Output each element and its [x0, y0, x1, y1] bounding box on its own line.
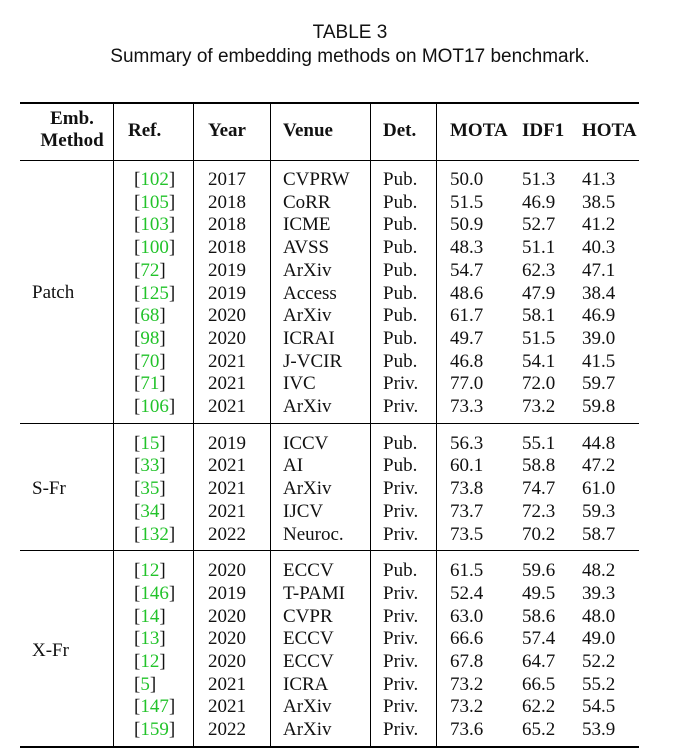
ref-cell: [134, 477, 166, 500]
ref-bracket-close: ]: [168, 214, 176, 236]
year-cell: 2020: [208, 628, 246, 650]
ref-bracket-open: [: [134, 327, 141, 349]
ref-cell: [134, 718, 175, 741]
venue-cell: ArXiv: [283, 478, 332, 500]
year-cell: 2020: [208, 605, 246, 627]
hota-cell: 39.3: [582, 582, 616, 604]
mota-cell: 54.7: [450, 259, 484, 281]
hota-cell: 59.3: [582, 500, 616, 522]
det-cell: Priv.: [383, 373, 419, 395]
det-cell: Priv.: [383, 628, 419, 650]
ref-bracket-close: ]: [168, 523, 176, 545]
mota-cell: 73.6: [450, 719, 484, 741]
venue-cell: Neuroc.: [283, 523, 344, 545]
ref-bracket-open: [: [134, 605, 141, 627]
ref-bracket-open: [: [134, 696, 141, 718]
ref-bracket-close: ]: [159, 500, 166, 522]
table-label: TABLE 3: [312, 22, 388, 43]
idf1-cell: 59.6: [522, 560, 556, 582]
ref-bracket-open: [: [134, 455, 141, 477]
ref-link[interactable]: 14: [140, 605, 160, 627]
ref-link[interactable]: 106: [140, 396, 169, 417]
ref-link[interactable]: 100: [140, 237, 169, 259]
mota-cell: 50.9: [450, 214, 484, 236]
mota-cell: 60.1: [450, 455, 484, 477]
det-cell: Priv.: [383, 605, 419, 627]
ref-bracket-open: [: [134, 214, 141, 236]
ref-bracket-close: ]: [149, 673, 157, 695]
venue-cell: AVSS: [283, 237, 330, 259]
ref-link[interactable]: 15: [140, 432, 160, 454]
header-emb-line2: Method: [40, 130, 104, 151]
ref-link[interactable]: 105: [140, 191, 169, 213]
ref-bracket-close: ]: [168, 282, 176, 304]
ref-cell: [134, 673, 156, 696]
venue-cell: ArXiv: [283, 719, 332, 741]
det-cell: Priv.: [383, 523, 419, 545]
ref-cell: [134, 213, 175, 236]
det-cell: Priv.: [383, 651, 419, 672]
year-cell: 2018: [208, 237, 246, 259]
idf1-cell: 51.3: [522, 169, 556, 190]
ref-cell: [134, 695, 175, 718]
year-cell: 2021: [208, 500, 246, 522]
venue-cell: J-VCIR: [283, 350, 343, 372]
ref-bracket-close: ]: [159, 605, 166, 627]
column-divider: [113, 104, 114, 746]
ref-link[interactable]: 5: [140, 673, 150, 695]
ref-bracket-open: [: [134, 673, 141, 695]
ref-link[interactable]: 125: [140, 282, 169, 304]
venue-cell: ArXiv: [283, 259, 332, 281]
group-label: X-Fr: [32, 639, 69, 661]
ref-cell: [134, 372, 166, 395]
year-cell: 2021: [208, 350, 246, 372]
year-cell: 2019: [208, 432, 246, 454]
venue-cell: IJCV: [283, 500, 324, 522]
group-label: S-Fr: [32, 477, 66, 499]
venue-cell: ICCV: [283, 432, 329, 454]
idf1-cell: 51.1: [522, 237, 556, 259]
ref-cell: [134, 627, 166, 650]
ref-bracket-open: [: [134, 582, 141, 604]
venue-cell: ArXiv: [283, 305, 332, 327]
ref-link[interactable]: 35: [140, 478, 160, 500]
mota-cell: 63.0: [450, 605, 484, 627]
ref-bracket-close: ]: [168, 719, 176, 741]
det-cell: Priv.: [383, 719, 419, 741]
year-cell: 2021: [208, 455, 246, 477]
ref-bracket-open: [: [134, 478, 141, 500]
idf1-cell: 58.6: [522, 605, 556, 627]
ref-bracket-close: ]: [159, 432, 166, 454]
idf1-cell: 47.9: [522, 282, 556, 304]
mota-cell: 50.0: [450, 169, 484, 190]
mota-cell: 67.8: [450, 651, 484, 672]
header-ref: Ref.: [128, 120, 162, 141]
idf1-cell: 74.7: [522, 478, 556, 500]
ref-bracket-close: ]: [159, 350, 166, 372]
ref-cell: [134, 236, 175, 259]
ref-cell: [134, 500, 166, 523]
hota-cell: 47.2: [582, 455, 616, 477]
det-cell: Pub.: [383, 169, 418, 190]
ref-link[interactable]: 103: [140, 214, 169, 236]
hota-cell: 49.0: [582, 628, 616, 650]
hota-cell: 61.0: [582, 478, 616, 500]
venue-cell: T-PAMI: [283, 582, 345, 604]
ref-cell: [134, 454, 166, 477]
det-cell: Priv.: [383, 582, 419, 604]
hota-cell: 41.2: [582, 214, 616, 236]
idf1-cell: 70.2: [522, 523, 556, 545]
header-venue: Venue: [283, 120, 333, 141]
ref-cell: [134, 432, 166, 455]
year-cell: 2019: [208, 259, 246, 281]
venue-cell: ICME: [283, 214, 331, 236]
ref-cell: [134, 605, 166, 628]
hota-cell: 52.2: [582, 651, 616, 672]
ref-bracket-open: [: [134, 432, 141, 454]
mota-cell: 48.6: [450, 282, 484, 304]
ref-cell: [134, 523, 175, 546]
ref-bracket-open: [: [134, 396, 141, 417]
idf1-cell: 55.1: [522, 432, 556, 454]
mota-cell: 51.5: [450, 191, 484, 213]
hota-cell: 59.8: [582, 396, 616, 417]
ref-link[interactable]: 13: [140, 628, 160, 650]
venue-cell: CoRR: [283, 191, 331, 213]
ref-link[interactable]: 146: [140, 582, 169, 604]
year-cell: 2022: [208, 523, 246, 545]
hota-cell: 40.3: [582, 237, 616, 259]
mota-cell: 73.2: [450, 696, 484, 718]
det-cell: Pub.: [383, 560, 418, 582]
det-cell: Pub.: [383, 259, 418, 281]
ref-bracket-open: [: [134, 259, 141, 281]
ref-bracket-open: [: [134, 373, 141, 395]
hota-cell: 41.5: [582, 350, 616, 372]
year-cell: 2021: [208, 696, 246, 718]
column-divider: [436, 104, 437, 746]
ref-bracket-open: [: [134, 169, 141, 190]
ref-bracket-close: ]: [159, 373, 166, 395]
det-cell: Pub.: [383, 214, 418, 236]
ref-bracket-close: ]: [159, 560, 166, 582]
mota-cell: 73.2: [450, 673, 484, 695]
ref-bracket-open: [: [134, 628, 141, 650]
table-caption: Summary of embedding methods on MOT17 benchmark.: [110, 46, 590, 67]
year-cell: 2020: [208, 305, 246, 327]
column-divider: [270, 104, 271, 746]
header-idf1: IDF1: [522, 120, 565, 141]
hota-cell: 41.3: [582, 169, 616, 190]
ref-bracket-close: ]: [159, 455, 166, 477]
venue-cell: ECCV: [283, 560, 334, 582]
idf1-cell: 46.9: [522, 191, 556, 213]
ref-cell: [134, 282, 175, 305]
year-cell: 2021: [208, 373, 246, 395]
ref-bracket-close: ]: [159, 327, 166, 349]
mota-cell: 48.3: [450, 237, 484, 259]
ref-bracket-open: [: [134, 350, 141, 372]
hota-cell: 46.9: [582, 305, 616, 327]
idf1-cell: 73.2: [522, 396, 556, 417]
hota-cell: 38.4: [582, 282, 616, 304]
header-hota: HOTA: [582, 120, 637, 141]
det-cell: Priv.: [383, 673, 419, 695]
ref-cell: [134, 327, 166, 350]
det-cell: Pub.: [383, 350, 418, 372]
det-cell: Priv.: [383, 696, 419, 718]
idf1-cell: 62.3: [522, 259, 556, 281]
idf1-cell: 49.5: [522, 582, 556, 604]
venue-cell: ECCV: [283, 651, 334, 672]
venue-cell: CVPRW: [283, 169, 350, 190]
year-cell: 2021: [208, 396, 246, 417]
header-mota: MOTA: [450, 120, 508, 141]
ref-link[interactable]: 12: [140, 560, 160, 582]
det-cell: Priv.: [383, 396, 419, 417]
ref-bracket-close: ]: [159, 628, 166, 650]
ref-link[interactable]: 159: [140, 719, 169, 741]
mota-cell: 73.5: [450, 523, 484, 545]
det-cell: Priv.: [383, 478, 419, 500]
hota-cell: 39.0: [582, 327, 616, 349]
group-label: Patch: [32, 282, 75, 304]
ref-link[interactable]: 132: [140, 523, 169, 545]
ref-bracket-open: [: [134, 523, 141, 545]
venue-cell: Access: [283, 282, 337, 304]
det-cell: Priv.: [383, 500, 419, 522]
ref-link[interactable]: 71: [140, 373, 160, 395]
idf1-cell: 62.2: [522, 696, 556, 718]
idf1-cell: 65.2: [522, 719, 556, 741]
idf1-cell: 72.0: [522, 373, 556, 395]
year-cell: 2020: [208, 327, 246, 349]
ref-bracket-close: ]: [168, 582, 176, 604]
year-cell: 2021: [208, 478, 246, 500]
mota-cell: 52.4: [450, 582, 484, 604]
header-det: Det.: [383, 120, 417, 141]
hota-cell: 54.5: [582, 696, 616, 718]
hota-cell: 55.2: [582, 673, 616, 695]
year-cell: 2022: [208, 719, 246, 741]
venue-cell: ArXiv: [283, 396, 332, 417]
ref-cell: [134, 304, 166, 327]
mota-cell: 77.0: [450, 373, 484, 395]
hota-cell: 53.9: [582, 719, 616, 741]
hota-cell: 38.5: [582, 191, 616, 213]
hota-cell: 58.7: [582, 523, 616, 545]
ref-cell: [134, 191, 175, 214]
ref-bracket-open: [: [134, 719, 141, 741]
ref-bracket-close: ]: [168, 191, 176, 213]
year-cell: 2021: [208, 673, 246, 695]
idf1-cell: 64.7: [522, 651, 556, 672]
ref-link[interactable]: 147: [140, 696, 169, 718]
mota-cell: 56.3: [450, 432, 484, 454]
ref-cell: [134, 350, 166, 373]
det-cell: Pub.: [383, 282, 418, 304]
ref-bracket-open: [: [134, 651, 141, 672]
ref-bracket-open: [: [134, 500, 141, 522]
year-cell: 2018: [208, 191, 246, 213]
year-cell: 2019: [208, 582, 246, 604]
idf1-cell: 72.3: [522, 500, 556, 522]
ref-cell: [134, 168, 175, 191]
det-cell: Pub.: [383, 237, 418, 259]
venue-cell: ArXiv: [283, 696, 332, 718]
ref-cell: [134, 395, 175, 418]
det-cell: Pub.: [383, 191, 418, 213]
idf1-cell: 54.1: [522, 350, 556, 372]
header-emb-line1: Emb.: [50, 108, 94, 129]
column-divider: [370, 104, 371, 746]
ref-bracket-open: [: [134, 560, 141, 582]
det-cell: Pub.: [383, 305, 418, 327]
header-year: Year: [208, 120, 246, 141]
ref-bracket-open: [: [134, 237, 141, 259]
venue-cell: AI: [283, 455, 304, 477]
ref-bracket-close: ]: [159, 478, 166, 500]
hota-cell: 48.0: [582, 605, 616, 627]
idf1-cell: 58.1: [522, 305, 556, 327]
ref-bracket-close: ]: [159, 259, 166, 281]
venue-cell: ECCV: [283, 628, 334, 650]
mota-cell: 73.7: [450, 500, 484, 522]
det-cell: Pub.: [383, 327, 418, 349]
venue-cell: IVC: [283, 373, 316, 395]
hota-cell: 59.7: [582, 373, 616, 395]
ref-bracket-close: ]: [168, 396, 176, 417]
mota-cell: 46.8: [450, 350, 484, 372]
ref-bracket-close: ]: [168, 169, 176, 190]
ref-link[interactable]: 34: [140, 500, 160, 522]
year-cell: 2018: [208, 214, 246, 236]
ref-cell: [134, 582, 175, 605]
bottom-rule: [20, 746, 639, 748]
hota-cell: 48.2: [582, 560, 616, 582]
det-cell: Pub.: [383, 432, 418, 454]
year-cell: 2017: [208, 169, 246, 190]
venue-cell: CVPR: [283, 605, 333, 627]
mota-cell: 73.8: [450, 478, 484, 500]
mota-cell: 49.7: [450, 327, 484, 349]
mota-cell: 61.5: [450, 560, 484, 582]
ref-link[interactable]: 12: [140, 651, 160, 672]
ref-link[interactable]: 33: [140, 455, 160, 477]
idf1-cell: 52.7: [522, 214, 556, 236]
ref-bracket-open: [: [134, 305, 141, 327]
mota-cell: 66.6: [450, 628, 484, 650]
hota-cell: 44.8: [582, 432, 616, 454]
ref-bracket-close: ]: [168, 237, 176, 259]
ref-bracket-open: [: [134, 191, 141, 213]
venue-cell: ICRAI: [283, 327, 335, 349]
year-cell: 2020: [208, 560, 246, 582]
venue-cell: ICRA: [283, 673, 329, 695]
column-divider: [193, 104, 194, 746]
det-cell: Pub.: [383, 455, 418, 477]
idf1-cell: 51.5: [522, 327, 556, 349]
ref-link[interactable]: 68: [140, 305, 160, 327]
ref-cell: [134, 650, 166, 673]
ref-link[interactable]: 98: [140, 327, 160, 349]
mota-cell: 61.7: [450, 305, 484, 327]
ref-cell: [134, 259, 166, 282]
ref-link[interactable]: 72: [140, 259, 160, 281]
mota-cell: 73.3: [450, 396, 484, 417]
ref-bracket-open: [: [134, 282, 141, 304]
ref-bracket-close: ]: [168, 696, 176, 718]
idf1-cell: 57.4: [522, 628, 556, 650]
idf1-cell: 58.8: [522, 455, 556, 477]
year-cell: 2020: [208, 651, 246, 672]
hota-cell: 47.1: [582, 259, 616, 281]
year-cell: 2019: [208, 282, 246, 304]
idf1-cell: 66.5: [522, 673, 556, 695]
ref-cell: [134, 559, 166, 582]
ref-link[interactable]: 102: [140, 169, 169, 190]
ref-bracket-close: ]: [159, 651, 166, 672]
ref-bracket-close: ]: [159, 305, 166, 327]
header-emb-method: [32, 108, 112, 152]
ref-link[interactable]: 70: [140, 350, 160, 372]
